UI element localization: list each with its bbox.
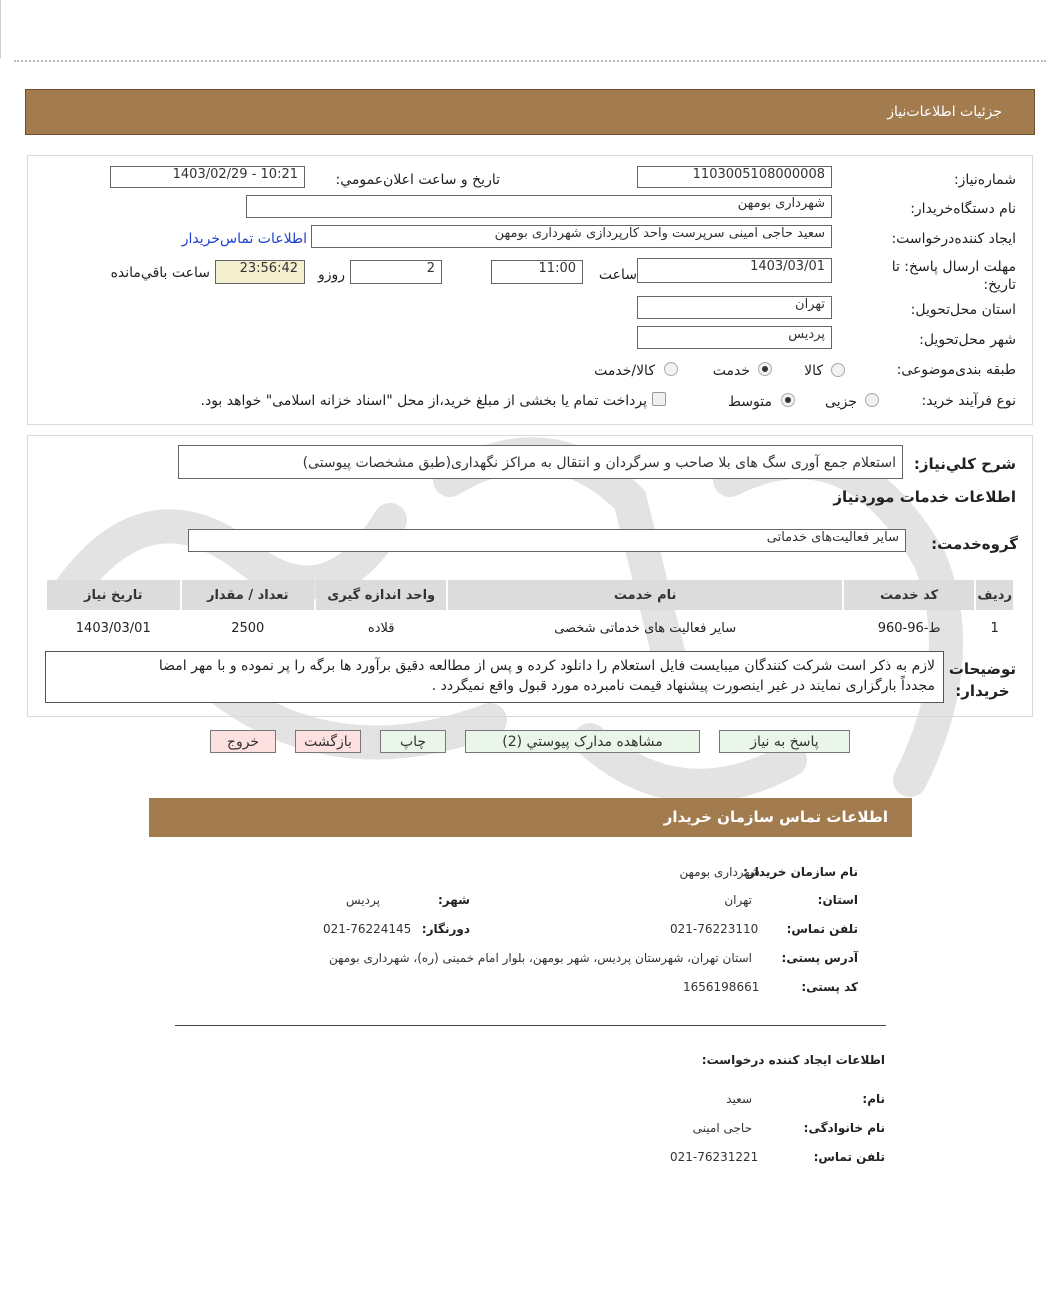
announce-label: تاریخ و ساعت اعلان‌عمومي: xyxy=(335,172,500,188)
contact-divider xyxy=(175,1025,886,1026)
treasury-payment-note: پرداخت تمام یا بخشی از مبلغ خرید،از محل "اسناد خزانه اسلامی" خواهد بود. xyxy=(200,393,647,409)
buyer-notes-box xyxy=(45,651,944,703)
top-dotted-divider xyxy=(14,60,1046,62)
page-title-bar xyxy=(25,89,1035,135)
contact-address-label: آدرس پستی: xyxy=(781,951,858,965)
process-label: نوع فرآیند خرید: xyxy=(921,393,1016,409)
services-table xyxy=(45,578,1015,646)
province-label: استان محل‌تحویل: xyxy=(910,302,1016,318)
deadline-date-field: 1403/03/01 xyxy=(637,258,832,283)
contact-org-label: نام سازمان خریدار: xyxy=(743,865,858,879)
buyer-notes-label-line2: خریدار: xyxy=(955,682,1010,700)
description-label: شرح کلي‌نیاز: xyxy=(913,455,1016,473)
requester-field: سعید حاجی امینی سرپرست واحد کارپردازی شهرداری بومهن xyxy=(311,225,832,248)
requester-name-label: نام: xyxy=(862,1092,885,1106)
buyer-notes-label-line1: توضیحات xyxy=(948,660,1016,678)
deadline-label: مهلت ارسال پاسخ: تا تاریخ: xyxy=(891,259,1016,293)
table-row xyxy=(47,612,1013,644)
city-label: شهر محل‌تحویل: xyxy=(919,332,1016,348)
buyer-notes-line2: مجدداً بارگزاری نمایند در غیر اینصورت پیشنهاد قیمت نامبرده مورد قبول واقع نمیگردد . xyxy=(431,678,935,694)
col-qty-header: تعداد / مقدار xyxy=(182,580,314,610)
cell-need-date: 1403/03/01 xyxy=(75,620,151,636)
print-button[interactable]: چاپ xyxy=(380,730,446,753)
back-button[interactable]: بازگشت xyxy=(295,730,361,753)
contact-province-label: استان: xyxy=(817,893,858,907)
contact-postal-label: کد پستی: xyxy=(801,980,858,994)
requester-phone-value: 021-76231221 xyxy=(670,1150,759,1164)
description-field: استعلام جمع آوری سگ های بلا صاحب و سرگردان و انتقال به مراکز نگهداری(طبق مشخصات پیوستی) xyxy=(178,445,903,479)
contact-fax-value: 021-76224145 xyxy=(323,922,412,936)
remaining-label: ساعت باقي‌مانده xyxy=(110,265,210,281)
need-number-field: 1103005108000008 xyxy=(637,166,832,188)
remaining-time-field: 23:56:42 xyxy=(215,260,305,284)
service-group-label: گروه‌خدمت: xyxy=(931,535,1018,553)
services-table-header xyxy=(47,580,1013,610)
announce-datetime-field: 1403/02/29 - 10:21 xyxy=(110,166,305,188)
cell-row-number: 1 xyxy=(990,620,999,636)
category-option-goods-service: کالا/خدمت xyxy=(594,363,655,379)
requester-family-value: حاجی امینی xyxy=(692,1121,752,1135)
service-group-field: سایر فعالیت‌های خدماتی xyxy=(188,529,906,552)
process-option-medium: متوسط xyxy=(728,394,772,410)
category-label: طبقه بندی‌موضوعی: xyxy=(896,362,1016,378)
requester-phone-label: تلفن تماس: xyxy=(813,1150,885,1164)
contact-fax-label: دورنگار: xyxy=(421,922,470,936)
buyer-org-field: شهرداری بومهن xyxy=(246,195,832,218)
col-unit-header: واحد اندازه گیری xyxy=(316,580,446,610)
contact-city-label: شهر: xyxy=(438,893,470,907)
reply-button[interactable]: پاسخ به نیاز xyxy=(719,730,850,753)
requester-family-label: نام خانوادگی: xyxy=(803,1121,885,1135)
province-field: تهران xyxy=(637,296,832,319)
col-name-header: نام خدمت xyxy=(448,580,841,610)
requester-section-title: اطلاعات ایجاد کننده درخواست: xyxy=(701,1053,885,1067)
category-radio-goods[interactable] xyxy=(831,363,845,377)
contact-address-value: استان تهران، شهرستان پردیس، شهر بومهن، بلوار امام خمینی (ره)، شهرداری بومهن xyxy=(329,951,752,965)
top-left-border xyxy=(0,0,1,58)
requester-label: ایجاد کننده‌درخواست: xyxy=(891,231,1016,247)
contact-phone-value: 021-76223110 xyxy=(670,922,759,936)
days-label: روزو xyxy=(317,267,345,283)
category-option-service: خدمت xyxy=(712,363,750,379)
exit-button[interactable]: خروج xyxy=(210,730,276,753)
buyer-org-label: نام دستگاه‌خریدار: xyxy=(910,201,1016,217)
contact-phone-label: تلفن تماس: xyxy=(786,922,858,936)
contact-province-value: تهران xyxy=(724,893,752,907)
buyer-notes-line1: لازم به ذکر است شرکت کنندگان میبایست فایل استعلام را دانلود کرده و پس از مطالعه دقیق برآورد ها برگه را پر نموده و با مهر امضا xyxy=(158,658,935,674)
view-attachments-button[interactable]: مشاهده مدارک پیوستي (2) xyxy=(465,730,700,753)
contact-city-value: پردیس xyxy=(346,893,380,907)
process-radio-medium[interactable] xyxy=(781,393,795,407)
cell-unit: قلاده xyxy=(367,620,395,636)
buyer-contact-link[interactable]: اطلاعات تماس‌خریدار xyxy=(181,231,307,247)
cell-quantity: 2500 xyxy=(231,620,265,636)
col-row-header: ردیف xyxy=(976,580,1013,610)
category-option-goods: کالا xyxy=(804,363,823,379)
contact-org-value: شهرداری بومهن xyxy=(679,865,760,879)
requester-name-value: سعید xyxy=(726,1092,752,1106)
contact-postal-value: 1656198661 xyxy=(683,980,760,994)
process-option-minor: جزیی xyxy=(825,394,857,410)
cell-service-name: سایر فعالیت های خدماتی شخصی xyxy=(554,620,737,636)
days-field: 2 xyxy=(350,260,442,284)
contact-section-title: اطلاعات تماس سازمان خریدار xyxy=(663,808,888,826)
category-radio-goods-service[interactable] xyxy=(664,362,678,376)
services-section-title: اطلاعات خدمات موردنیاز xyxy=(833,488,1016,506)
deadline-time-field: 11:00 xyxy=(491,260,583,284)
col-date-header: تاریخ نیاز xyxy=(47,580,180,610)
page-title: جزئیات اطلاعات‌نیاز xyxy=(887,104,1002,120)
deadline-hour-label: ساعت xyxy=(598,267,637,283)
treasury-payment-checkbox[interactable] xyxy=(652,392,666,406)
city-field: پردیس xyxy=(637,326,832,349)
buyer-notes-label xyxy=(949,658,1016,702)
need-number-label: شماره‌نیاز: xyxy=(953,172,1016,188)
contact-section-bar xyxy=(149,798,912,837)
col-code-header: کد خدمت xyxy=(844,580,974,610)
category-radio-service[interactable] xyxy=(758,362,772,376)
process-radio-minor[interactable] xyxy=(865,393,879,407)
cell-service-code: ط-96-960 xyxy=(877,620,941,636)
